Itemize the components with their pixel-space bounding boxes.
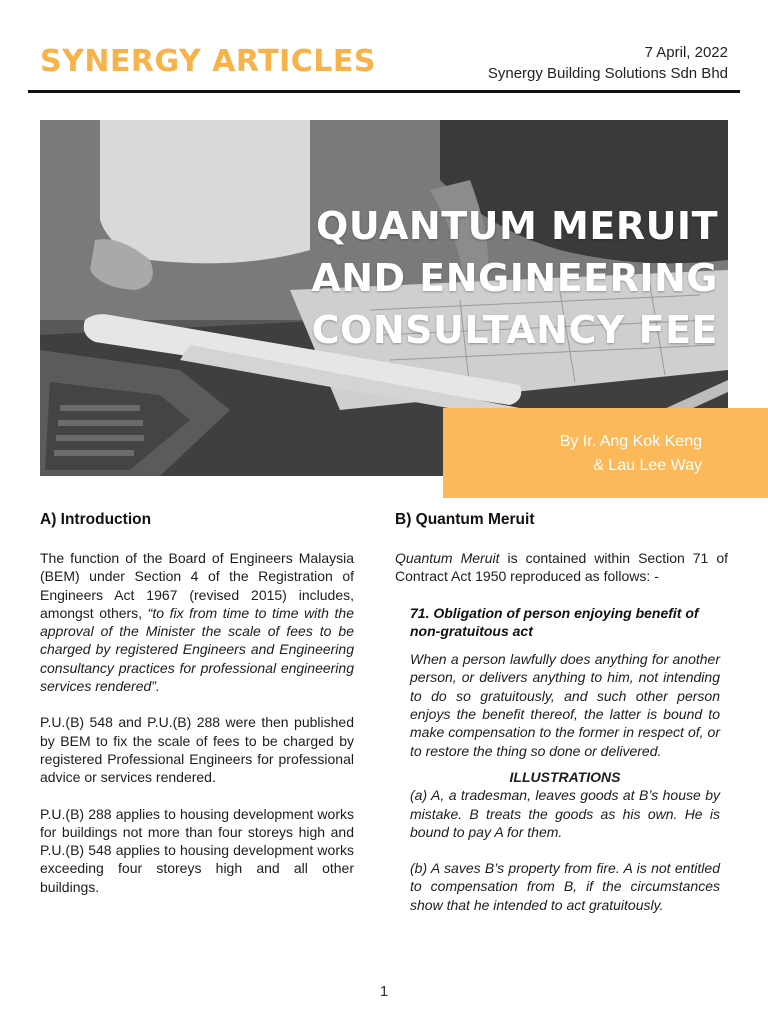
section-heading-quantum-meruit: B) Quantum Meruit (395, 511, 535, 528)
illustration-a: (a) A, a tradesman, leaves goods at B’s house by mistake. B treats the goods as his own. He is bound to pay A for them. (410, 787, 720, 840)
byline-line-1: By Ir. Ang Kok Keng (559, 433, 702, 450)
intro-paragraph-1 (40, 549, 354, 695)
brand-title: SYNERGY ARTICLES (40, 44, 376, 79)
byline-box (443, 408, 768, 498)
page-number: 1 (379, 983, 389, 1000)
intro-paragraph-1-text: The function of the Board of Engineers Malaysia (BEM) under Section 4 of the Registration of Engineers Act 1967 (revised 2015) includes, amongst others, (40, 550, 354, 621)
company-name: Synergy Building Solutions Sdn Bhd (487, 65, 728, 82)
intro-paragraph-1-quote: “to fix from time to time with the approval of the Minister the scale of fees to be charged by registered Engineers and Engineering consultancy practices for professional engineering services rendered”. (40, 604, 355, 695)
hero-title-line-3: CONSULTANCY FEE (311, 308, 718, 352)
illustration-b: (b) A saves B’s property from fire. A is not entitled to compensation from B, if the circumstances show that he intended to act gratuitously. (410, 860, 720, 913)
statute-text: When a person lawfully does anything for another person, or delivers anything to him, not intending to do so gratuitously, and such other person enjoys the benefit thereof, the latter is bound to make compensation to the former in respect of, or to restore the thing so done or delivered. (410, 651, 720, 759)
page-header (28, 38, 740, 93)
hero-title-line-2: AND ENGINEERING (311, 256, 718, 300)
article-date: 7 April, 2022 (644, 44, 728, 61)
hero-title (311, 200, 718, 356)
quantum-meruit-term: Quantum Meruit (395, 550, 500, 566)
left-column (40, 510, 354, 914)
statute-heading: 71. Obligation of person enjoying benefit of non-gratuitous act (410, 604, 699, 639)
header-meta (488, 42, 728, 84)
intro-paragraph-3: P.U.(B) 288 applies to housing development works for buildings not more than four storeys high and P.U.(B) 548 applies to housing development works exceeding four storeys high and all other buildings. (40, 805, 354, 895)
illustrations-heading: ILLUSTRATIONS (509, 768, 621, 785)
hero-title-line-1: QUANTUM MERUIT (316, 204, 718, 248)
quantum-meruit-intro-text: is contained within Section 71 of Contract Act 1950 reproduced as follows: - (395, 550, 729, 585)
section-heading-introduction: A) Introduction (40, 511, 152, 528)
byline (560, 430, 702, 478)
right-column (395, 510, 728, 922)
intro-paragraph-2: P.U.(B) 548 and P.U.(B) 288 were then published by BEM to fix the scale of fees to be charged by registered Professional Engineers for professional advice or services rendered. (40, 714, 354, 786)
byline-line-2: & Lau Lee Way (593, 457, 702, 474)
statute-quote (410, 604, 720, 914)
quantum-meruit-intro (395, 549, 728, 586)
